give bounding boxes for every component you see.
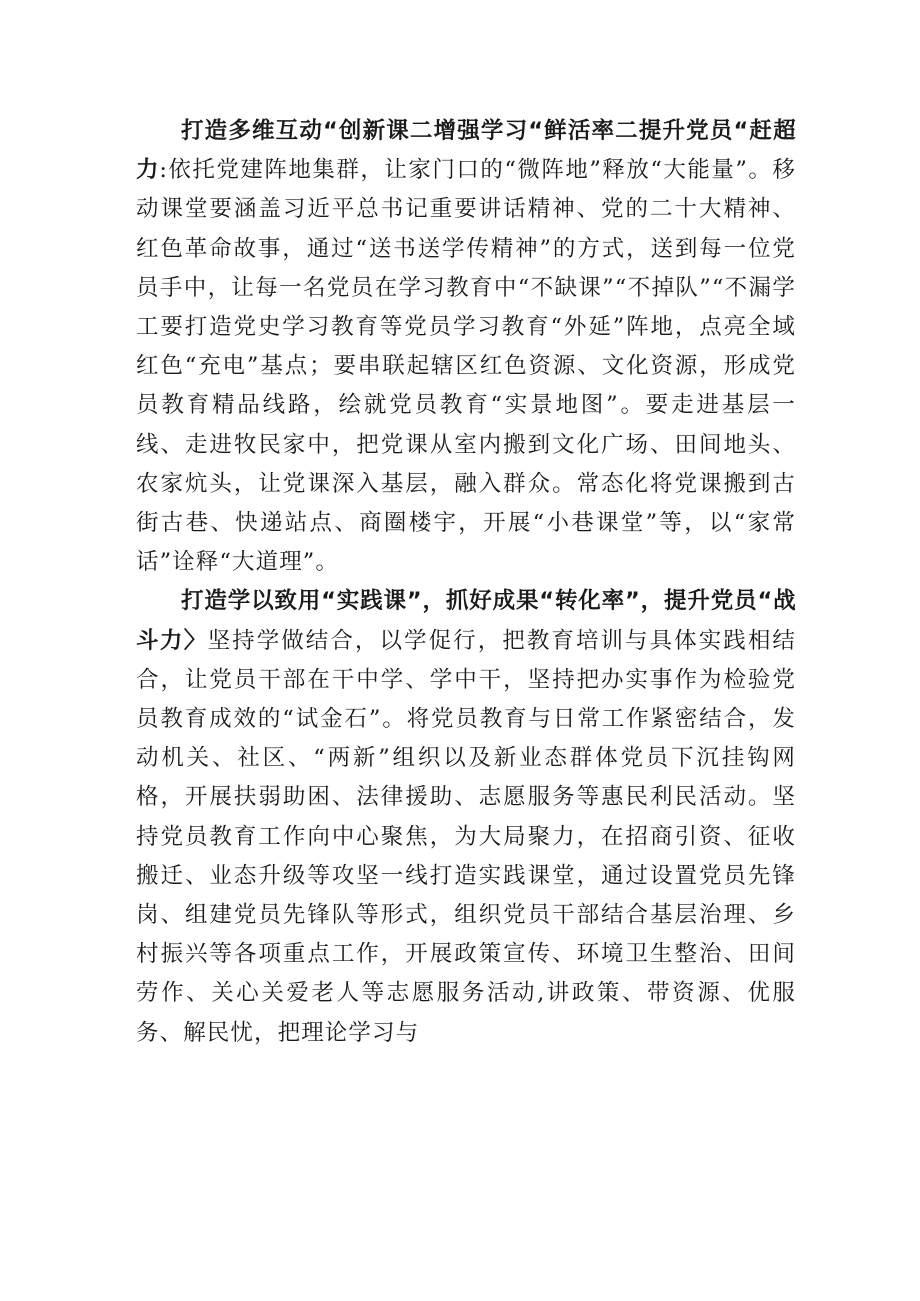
paragraph-2-lead: 打造学以致用“实践课”，抓好成果“转化率”，提升党员“战斗力〉 bbox=[136, 588, 796, 654]
paragraph-2 bbox=[136, 582, 796, 1052]
paragraph-1-lead: 打造多维互动“创新课二增强学习“鲜活率二提升党员“赶超力 bbox=[136, 118, 796, 184]
paragraph-1-body: :依托党建阵地集群，让家门口的“微阵地”释放“大能量”。移动课堂要涵盖习近平总书记重要讲话精神、党的二十大精神、红色革命故事，通过“送书送学传精神”的方式，送到每一位党员手中，让每一名党员在学习教育中“不缺课”“不掉队”“不漏学工要打造党史学习教育等党员学习教育“外延”阵地，点亮全域红色“充电”基点；要串联起辖区红色资源、文化资源，形成党员教育精品线路，绘就党员教育“实景地图”。要走进基层一线、走进牧民家中，把党课从室内搬到文化广场、田间地头、农家炕头，让党课深入基层，融入群众。常态化将党课搬到古街古巷、快递站点、商圈楼宇，开展“小巷课堂”等，以“家常话”诠释“大道理”。 bbox=[136, 157, 796, 576]
paragraph-2-body: 坚持学做结合，以学促行，把教育培训与具体实践相结合，让党员干部在干中学、学中干，坚持把办实事作为检验党员教育成效的“试金石”。将党员教育与日常工作紧密结合，发动机关、社区、“两新”组织以及新业态群体党员下沉挂钩网格，开展扶弱助困、法律援助、志愿服务等惠民利民活动。坚持党员教育工作向中心聚焦，为大局聚力，在招商引资、征收搬迁、业态升级等攻坚一线打造实践课堂，通过设置党员先锋岗、组建党员先锋队等形式，组织党员干部结合基层治理、乡村振兴等各项重点工作，开展政策宣传、环境卫生整治、田间劳作、关心关爱老人等志愿服务活动,讲政策、带资源、优服务、解民忧，把理论学习与 bbox=[136, 627, 796, 1046]
document-body bbox=[136, 112, 796, 1053]
paragraph-1 bbox=[136, 112, 796, 582]
